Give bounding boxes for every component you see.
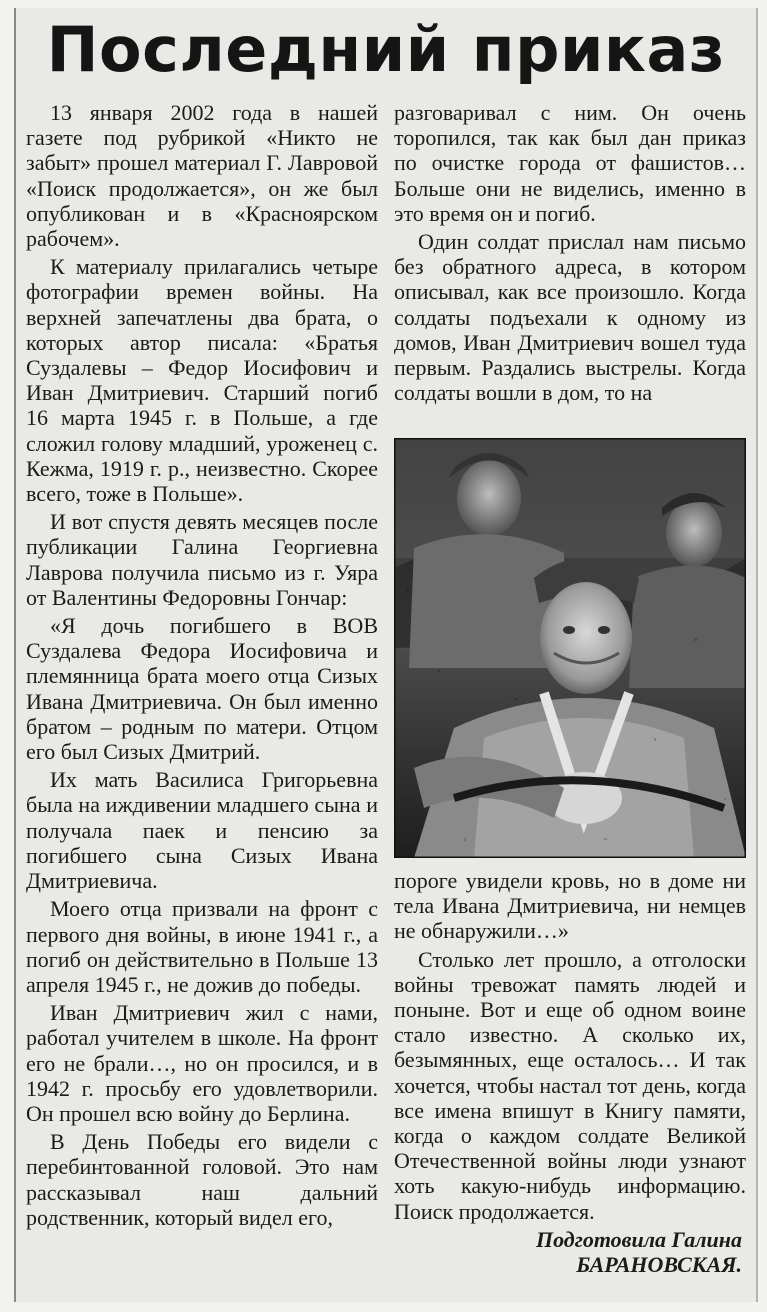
left-column [26,100,378,1233]
article-headline: Последний приказ [46,13,726,86]
paragraph: В День Победы его видели с перебинтованной головой. Это нам рассказывал наш дальний родственник, который видел его, [26,1129,378,1230]
author-signature-line2: БАРАНОВСКАЯ. [576,1252,742,1278]
war-photo [394,438,746,858]
paragraph: разговаривал с ним. Он очень торопился, так как был дан приказ по очистке города от фашистов… Больше они не виделись, именно в это время он и погиб. [394,100,746,226]
paragraph: Моего отца призвали на фронт с первого дня войны, в июне 1941 г., а погиб он действительно в Польше 13 апреля 1945 г., не дожив до победы. [26,896,378,997]
paragraph: 13 января 2002 года в нашей газете под рубрикой «Никто не забыт» прошел материал Г. Лавровой «Поиск продолжается», он же был опубликован и в «Красноярском рабочем». [26,100,378,252]
paragraph: Столько лет прошло, а отголоски войны тревожат память людей и поныне. Вот и еще об одном воине стало известно. А сколько их, безымянных, еще осталось… И так хочется, чтобы настал тот день, когда все имена впишут в Книгу памяти, когда о каждом солдате Великой Отечественной войны люди узнают хоть какую-нибудь информацию. Поиск продолжается. [394,946,746,1224]
right-column-top [394,100,746,408]
paragraph: И вот спустя девять месяцев после публикации Галина Георгиевна Лаврова получила письмо из г. Уяра от Валентины Федоровны Гончар: [26,509,378,610]
paragraph: Один солдат прислал нам письмо без обратного адреса, в котором описывал, как все произошло. Когда солдаты подъехали к одному из домов, Иван Дмитриевич вошел туда первым. Раздались выстрелы. Когда солдаты вошли в дом, то на [394,229,746,406]
soldiers-photo-image [394,438,746,858]
paragraph: К материалу прилагались четыре фотографии времен войны. На верхней запечатлены два брата, о которых автор писала: «Братья Суздалевы – Федор Иосифович и Иван Дмитриевич. Старший погиб 16 марта 1945 г. в Польше, а где сложил голову младший, уроженец с. Кежма, 1919 г. р., неизвестно. Скорее всего, тоже в Польше». [26,254,378,507]
paragraph: Иван Дмитриевич жил с нами, работал учителем в школе. На фронт его не брали…, но он просился, и в 1942 г. просьбу его удовлетворили. Он прошел всю войну до Берлина. [26,1000,378,1126]
paragraph: пороге увидели кровь, но в доме ни тела Ивана Дмитриевича, ни немцев не обнаружили…» [394,868,746,944]
paragraph: «Я дочь погибшего в ВОВ Суздалева Федора Иосифовича и племянница брата моего отца Сизых Ивана Дмитриевича. Он был именно братом – родным по матери. Отцом его был Сизых Дмитрий. [26,613,378,765]
right-column-bottom [394,868,746,1277]
newspaper-clipping [14,8,758,1302]
paragraph: Их мать Василиса Григорьевна была на иждивении младшего сына и получала паек и пенсию за погибшего сына Сизых Ивана Дмитриевича. [26,767,378,894]
author-signature-line1: Подготовила Галина [535,1226,742,1252]
